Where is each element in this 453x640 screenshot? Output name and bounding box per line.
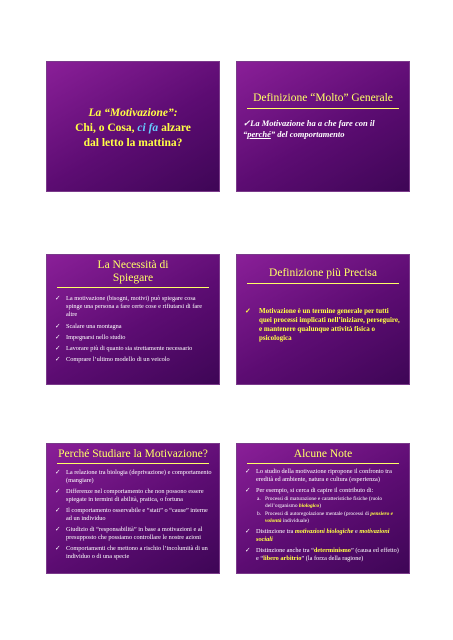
check-icon: ✓ [245, 468, 251, 475]
slide-6 [236, 443, 410, 574]
sub-list-item: a. Processi di maturazione e caratteristiche fisiche (ruolo dell’organismo biologico) [257, 496, 383, 509]
slide-3-title: La Necessità di Spiegare [97, 259, 169, 284]
slide-4 [236, 254, 410, 385]
slide-5-title: Perché Studiare la Motivazione? [58, 448, 208, 460]
check-icon: ✓ [55, 356, 61, 363]
list-item: ✓ Lo studio della motivazione ripropone il confronto tra eredità ed ambiente, natura e cultura (esperienza) [245, 468, 392, 483]
check-icon: ✓ [55, 345, 61, 352]
list-item: ✓ Distinzione anche tra “determinismo” (causa ed effetto) e “libero arbitrio” (la forza della ragione) [245, 547, 399, 562]
check-icon: ✓ [55, 488, 61, 495]
check-icon: ✓ [55, 334, 61, 341]
check-icon: ✓ [55, 469, 61, 476]
check-icon: ✓ [55, 323, 61, 330]
list-item: ✓ La motivazione (bisogni, motivi) può spiegare cosa spinge una persona a fare certe cose e rifiutarsi di fare altre [55, 295, 203, 318]
slide-1-title-line2: Chi, o Cosa, ci fa alzare [75, 122, 191, 134]
check-icon: ✓ [243, 118, 251, 128]
check-icon: ✓ [55, 545, 61, 552]
slide-2 [236, 61, 410, 192]
list-item: ✓ Distinzione tra motivazioni biologiche e motivazioni sociali [245, 528, 390, 543]
check-icon: ✓ [245, 487, 251, 494]
slide-1-title-line3: dal letto la mattina? [83, 137, 183, 149]
slide-4-text: ✓ Motivazione è un termine generale per tutti quei processi implicati nell’iniziare, perseguire, e mantenere qualunque attività fisica o psicologica [245, 307, 400, 342]
slide-5 [46, 443, 220, 574]
slide-4-title-rule [247, 283, 399, 284]
list-item: ✓ La relazione tra biologia (deprivazione) e comportamento (mangiare) [55, 469, 212, 484]
check-icon: ✓ [245, 528, 251, 535]
slide-2-title: Definizione “Molto” Generale [253, 92, 393, 104]
slide-5-title-rule [57, 463, 209, 464]
slide-6-title: Alcune Note [293, 448, 353, 460]
list-item: ✓ Giudizio di “responsabilità” in base a motivazioni e al presupposto che possiamo controllare le nostre azioni [55, 526, 203, 541]
slide-2-title-rule [247, 108, 399, 109]
list-item: ✓ Per esempio, si cerca di capire il contributo di: a. Processi di maturazione e caratteristiche fisiche (ruolo dell’organismo biologico) b. Processi di autoregolazione mentale (processi di pensiero e volontà individuale) [245, 487, 403, 525]
slide-3 [46, 254, 220, 385]
list-item: ✓ Comportamenti che mettono a rischio l’incolumità di un individuo o di una specie [55, 545, 208, 560]
slide-6-title-rule [247, 463, 399, 464]
list-item: ✓ Comprare l’ultimo modello di un veicolo [55, 356, 170, 363]
slide-4-title: Definizione più Precisa [269, 267, 377, 279]
check-icon: ✓ [245, 307, 251, 315]
slide-1-title-line1: La “Motivazione”: [88, 107, 178, 119]
list-item: ✓ Scalare una montagna [55, 323, 122, 330]
slide-6-sublist [256, 496, 403, 525]
slide-6-list [245, 468, 403, 566]
list-item: ✓ Impegnarsi nello studio [55, 334, 126, 341]
list-item: ✓ Differenze nel comportamento che non possono essere spiegate in termini di abilità, pratica, o fortuna [55, 488, 204, 503]
sub-list-item: b. Processi di autoregolazione mentale (processi di pensiero e volontà individuale) [257, 511, 393, 524]
slide-2-text: ✓La Motivazione ha a che fare con il “perché” del comportamento [243, 118, 375, 139]
slide-1 [46, 61, 220, 192]
list-item: ✓ Lavorare più di quanto sia strettamente necessario [55, 345, 193, 352]
slide-3-list [55, 295, 213, 367]
check-icon: ✓ [55, 507, 61, 514]
check-icon: ✓ [245, 547, 251, 554]
slide-1-title [51, 106, 215, 151]
slide-3-title-rule [57, 287, 209, 288]
check-icon: ✓ [55, 295, 61, 302]
slide-5-list [55, 469, 213, 564]
check-icon: ✓ [55, 526, 61, 533]
list-item: ✓ Il comportamento osservabile e “stati” o “cause” interne ad un individuo [55, 507, 208, 522]
